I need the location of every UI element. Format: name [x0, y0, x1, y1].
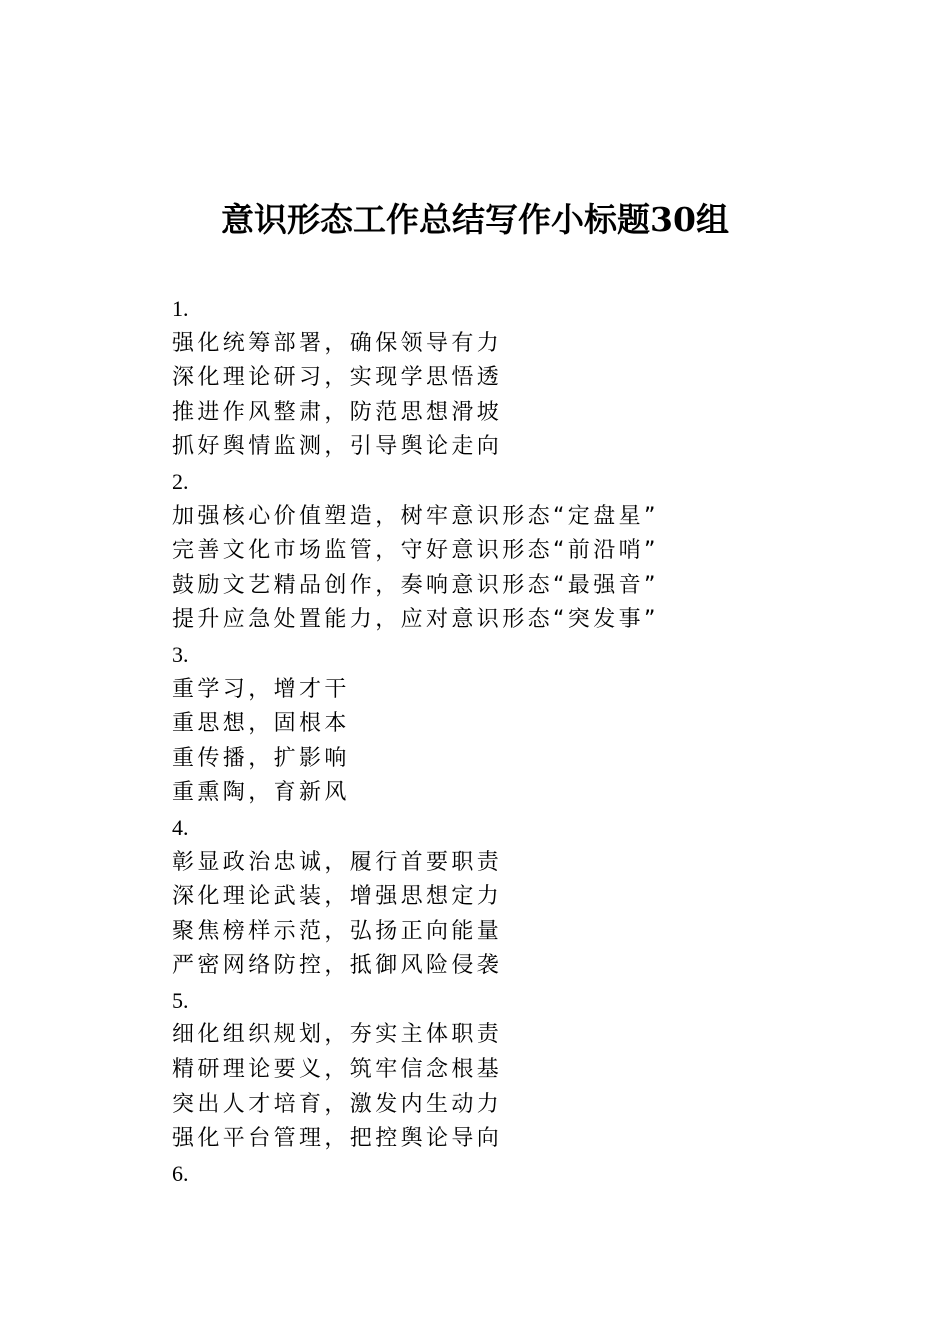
heading-line: 强化统筹部署，确保领导有力	[172, 330, 503, 356]
heading-line: 突出人才培育，激发内生动力	[172, 1091, 503, 1117]
heading-group-3	[172, 638, 792, 811]
group-number: 3.	[172, 641, 189, 667]
heading-group-2	[172, 465, 792, 638]
heading-line: 加强核心价值塑造，树牢意识形态“定盘星”	[172, 503, 659, 529]
group-number: 5.	[172, 987, 189, 1013]
heading-group-6	[172, 1157, 792, 1192]
heading-line: 重思想，固根本	[172, 711, 350, 737]
heading-group-5	[172, 984, 792, 1157]
document-body	[172, 292, 792, 1191]
heading-line: 彰显政治忠诚，履行首要职责	[172, 849, 503, 875]
heading-group-1	[172, 292, 792, 465]
document-title: 意识形态工作总结写作小标题30组	[221, 200, 729, 239]
group-number: 1.	[172, 296, 189, 321]
heading-line: 提升应急处置能力，应对意识形态“突发事”	[172, 607, 659, 633]
heading-line: 深化理论武装，增强思想定力	[172, 884, 503, 910]
heading-line: 重学习，增才干	[172, 676, 350, 702]
heading-line: 抓好舆情监测，引导舆论走向	[172, 434, 503, 460]
heading-line: 推进作风整肃，防范思想滑坡	[172, 399, 503, 425]
heading-line: 聚焦榜样示范，弘扬正向能量	[172, 918, 503, 944]
heading-group-4	[172, 811, 792, 984]
heading-line: 重传播，扩影响	[172, 745, 350, 771]
heading-line: 完善文化市场监管，守好意识形态“前沿哨”	[172, 538, 659, 564]
heading-line: 重熏陶，育新风	[172, 780, 350, 806]
heading-line: 强化平台管理，把控舆论导向	[172, 1126, 503, 1152]
group-number: 6.	[172, 1160, 189, 1186]
heading-line: 深化理论研习，实现学思悟透	[172, 365, 503, 391]
heading-line: 细化组织规划，夯实主体职责	[172, 1022, 503, 1048]
group-number: 2.	[172, 468, 189, 494]
heading-line: 严密网络防控，抵御风险侵袭	[172, 953, 503, 979]
heading-line: 精研理论要义，筑牢信念根基	[172, 1057, 503, 1083]
heading-line: 鼓励文艺精品创作，奏响意识形态“最强音”	[172, 572, 659, 598]
group-number: 4.	[172, 814, 189, 840]
